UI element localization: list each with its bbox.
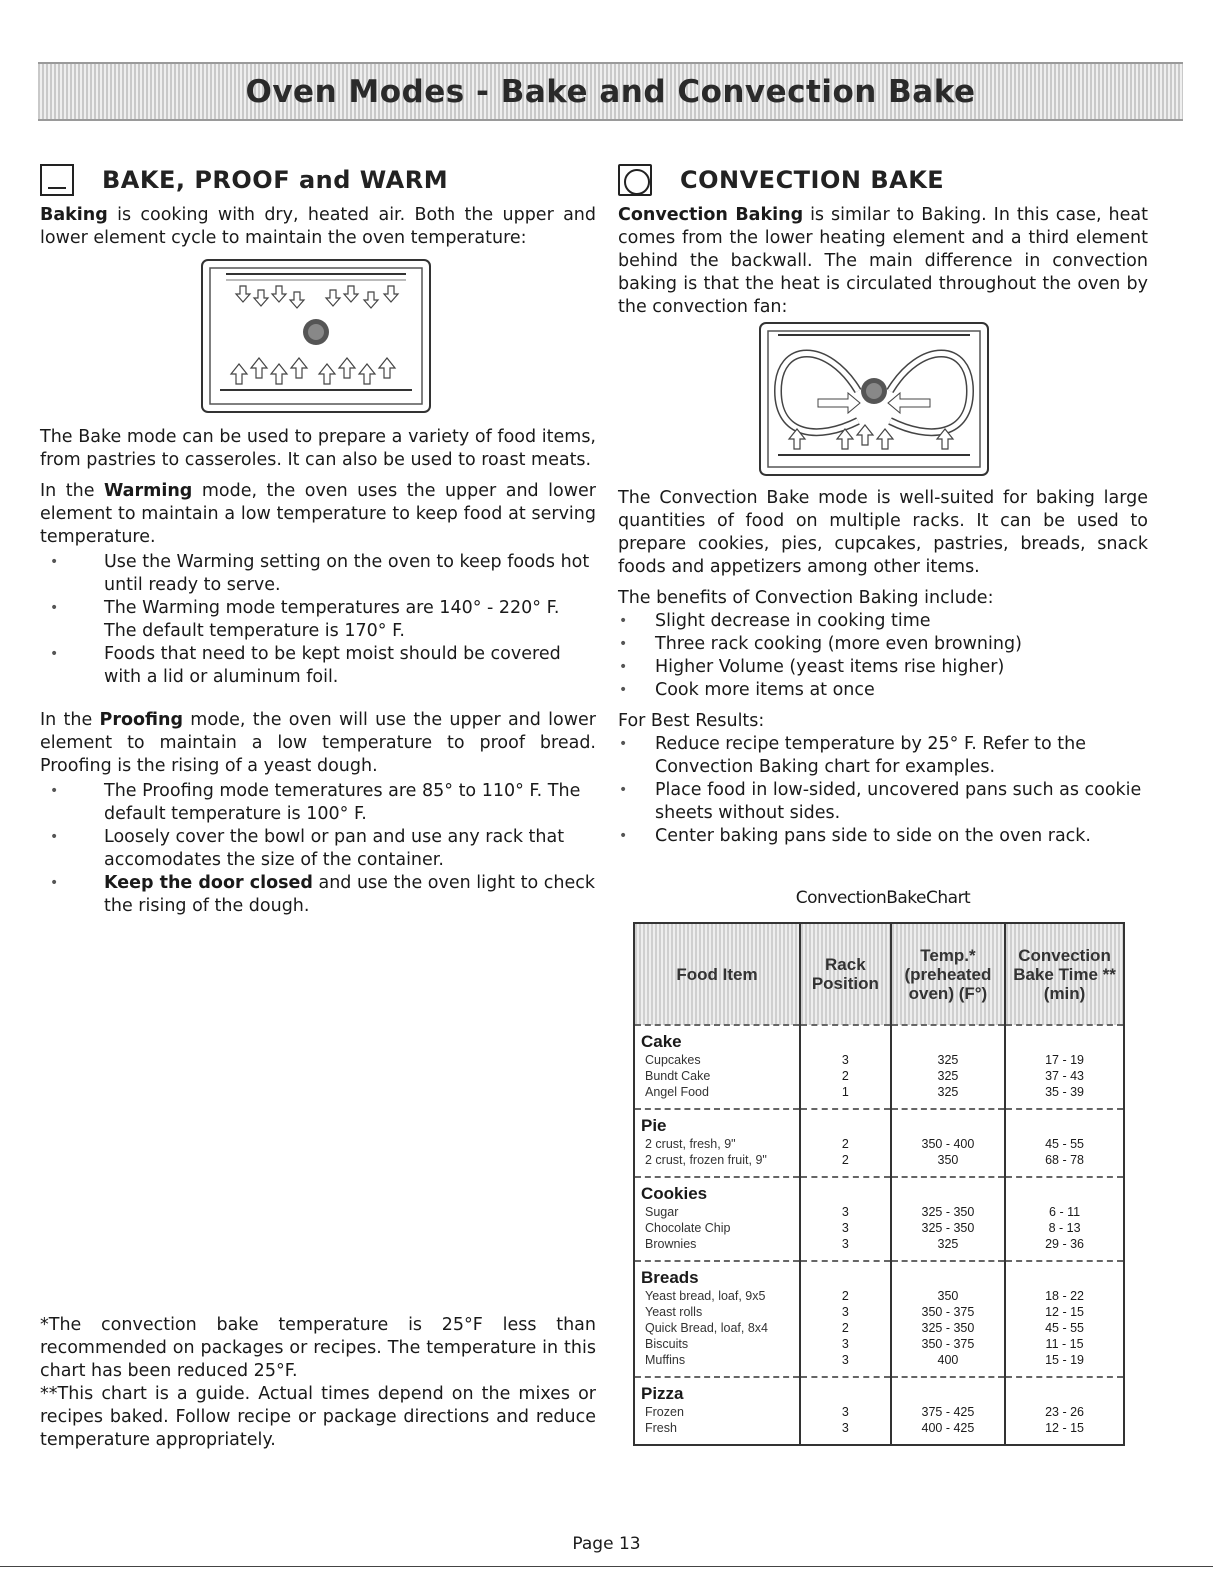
bake-section-title: BAKE, PROOF and WARM [102,166,449,194]
temperature-value: 325 [937,1053,959,1067]
temperature-value: 325 [937,1237,959,1251]
bake-oven-diagram [200,258,432,414]
rack-position: 3 [841,1353,849,1367]
food-item: Frozen [645,1405,684,1419]
rack-position: 3 [841,1221,849,1235]
convection-fan-icon [618,164,652,196]
bake-time-value: 12 - 15 [1045,1421,1085,1435]
list-item: • Place food in low-sided, uncovered pans such as cookie sheets without sides. [618,779,1148,825]
rack-position: 3 [841,1405,849,1419]
food-item: Sugar [645,1205,679,1219]
convection-intro: Convection Baking is similar to Baking. In this case, heat comes from the lower heating element and a third element behind the backwall. The main difference in convection baking is that the heat is circulated throughout the oven by the convection fan: [618,205,1148,317]
food-item: Chocolate Chip [645,1221,731,1235]
temperature-value: 325 [937,1069,959,1083]
table-cell [891,1377,1005,1445]
column-header: Food Item [634,923,800,1025]
temperature-value: 350 - 375 [921,1337,975,1351]
rack-position: 3 [841,1337,849,1351]
list-item: • Loosely cover the bowl or pan and use any rack that accomodates the size of the container. [40,826,596,872]
food-item: Brownies [645,1237,697,1251]
list-item: • Reduce recipe temperature by 25° F. Refer to the Convection Baking chart for examples. [618,733,1148,779]
list-item: • Foods that need to be kept moist should be covered with a lid or aluminum foil. [40,643,596,689]
temperature-value: 400 [937,1353,959,1367]
table-cell [634,1261,800,1377]
rack-position: 3 [841,1421,849,1435]
benefits-list [618,610,1148,702]
bake-time-value: 8 - 13 [1048,1221,1081,1235]
proofing-bullets [40,780,596,918]
temperature-value: 350 [937,1289,959,1303]
table-cell [891,1109,1005,1177]
rack-position: 2 [841,1321,849,1335]
column-header: Rack Position [800,923,891,1025]
food-item: 2 crust, fresh, 9" [645,1137,736,1151]
convection-section-title: CONVECTION BAKE [680,166,945,194]
bake-time-value: 23 - 26 [1045,1405,1085,1419]
column-header: Convection Bake Time ** (min) [1005,923,1124,1025]
food-item: 2 crust, frozen fruit, 9" [645,1153,767,1167]
footnote-temperature: *The convection bake temperature is 25°F less than recommended on packages or recipes. The temperature in this chart has been reduced 25°F. [40,1315,596,1381]
rack-position: 3 [841,1205,849,1219]
bottom-rule [0,1566,1213,1567]
table-row [634,1377,1124,1445]
list-item: • The Warming mode temperatures are 140° - 220° F. The default temperature is 170° F. [40,597,596,643]
table-row [634,1025,1124,1109]
bake-time-value: 35 - 39 [1045,1085,1085,1099]
food-item: Yeast bread, loaf, 9x5 [645,1289,766,1303]
food-group-name: Breads [641,1268,699,1287]
temperature-value: 350 - 375 [921,1305,975,1319]
bake-time-value: 45 - 55 [1045,1321,1085,1335]
table-cell [634,1025,800,1109]
list-item: • Three rack cooking (more even browning) [618,633,1148,656]
food-group-name: Pizza [641,1384,684,1403]
rack-position: 2 [841,1069,849,1083]
bake-time-value: 12 - 15 [1045,1305,1085,1319]
convection-section-header [618,160,1148,200]
left-column [40,160,596,926]
food-item: Bundt Cake [645,1069,711,1083]
table-cell [1005,1377,1124,1445]
baking-intro: Baking is cooking with dry, heated air. Both the upper and lower element cycle to maintain the oven temperature: [40,205,596,248]
table-cell [891,1177,1005,1261]
chart-title: ConvectionBakeChart [795,888,971,908]
temperature-value: 400 - 425 [921,1421,975,1435]
list-item: • The Proofing mode temeratures are 85° to 110° F. The default temperature is 100° F. [40,780,596,826]
food-item: Fresh [645,1421,677,1435]
table-cell [800,1177,891,1261]
bake-time-value: 68 - 78 [1045,1153,1085,1167]
convection-bake-chart [633,922,1125,1446]
table-cell [891,1025,1005,1109]
food-item: Biscuits [645,1337,689,1351]
food-item: Muffins [645,1353,686,1367]
chart-footnotes [40,1314,596,1460]
proofing-paragraph: In the Proofing mode, the oven will use the upper and lower element to maintain a low temperature to proof bread. Proofing is the rising of a yeast dough. [40,710,596,776]
bake-time-value: 11 - 15 [1045,1337,1084,1351]
rack-position: 2 [841,1289,849,1303]
footnote-guide: **This chart is a guide. Actual times depend on the mixes or recipes baked. Follow recipe or package directions and reduce temperature appropriately. [40,1384,596,1450]
rack-position: 3 [841,1305,849,1319]
table-header-row [634,923,1124,1025]
table-cell [800,1377,891,1445]
temperature-value: 325 - 350 [921,1205,975,1219]
table-cell [891,1261,1005,1377]
list-item: • Slight decrease in cooking time [618,610,1148,633]
chart-body [634,1025,1124,1445]
bake-time-value: 18 - 22 [1045,1289,1085,1303]
rack-position: 3 [841,1237,849,1251]
right-column [618,160,1148,1446]
page-banner [38,62,1183,121]
table-cell [1005,1109,1124,1177]
best-results-intro: For Best Results: [618,711,765,731]
food-item: Yeast rolls [645,1305,703,1319]
food-group-name: Pie [641,1116,667,1135]
food-group-name: Cake [641,1032,682,1051]
table-cell [800,1109,891,1177]
table-row [634,1109,1124,1177]
list-item: • Use the Warming setting on the oven to keep foods hot until ready to serve. [40,551,596,597]
table-cell [1005,1177,1124,1261]
table-cell [800,1261,891,1377]
banner-title: Oven Modes - Bake and Convection Bake [245,73,976,110]
rack-position: 3 [841,1053,849,1067]
food-item: Quick Bread, loaf, 8x4 [645,1321,768,1335]
rack-position: 2 [841,1137,849,1151]
bake-mode-paragraph: The Bake mode can be used to prepare a variety of food items, from pastries to casseroles. It can also be used to roast meats. [40,427,596,470]
bake-time-value: 15 - 19 [1045,1353,1085,1367]
temperature-value: 350 - 400 [921,1137,975,1151]
rack-position: 2 [841,1153,849,1167]
table-row [634,1261,1124,1377]
list-item: • Keep the door closed and use the oven light to check the rising of the dough. [40,872,596,918]
temperature-value: 350 [937,1153,959,1167]
bake-time-value: 17 - 19 [1045,1053,1085,1067]
bake-time-value: 6 - 11 [1049,1205,1081,1219]
list-item: • Higher Volume (yeast items rise higher) [618,656,1148,679]
table-cell [800,1025,891,1109]
temperature-value: 325 - 350 [921,1321,975,1335]
food-group-name: Cookies [641,1184,708,1203]
list-item: • Cook more items at once [618,679,1148,702]
temperature-value: 375 - 425 [921,1405,975,1419]
benefits-intro: The benefits of Convection Baking include: [618,588,994,608]
food-item: Cupcakes [645,1053,701,1067]
table-cell [634,1109,800,1177]
temperature-value: 325 - 350 [921,1221,975,1235]
warming-bullets [40,551,596,689]
convection-oven-diagram [758,321,990,477]
page-number: Page 13 [572,1534,641,1554]
table-cell [1005,1025,1124,1109]
warming-paragraph: In the Warming mode, the oven uses the upper and lower element to maintain a low temperature to keep food at serving temperature. [40,481,596,547]
table-cell [1005,1261,1124,1377]
table-cell [634,1377,800,1445]
bake-mode-icon [40,164,74,196]
temperature-value: 325 [937,1085,959,1099]
food-item: Angel Food [645,1085,709,1099]
best-results-list [618,733,1148,848]
bake-time-value: 37 - 43 [1045,1069,1085,1083]
table-cell [634,1177,800,1261]
table-row [634,1177,1124,1261]
column-header: Temp.* (preheated oven) (F°) [891,923,1005,1025]
list-item: • Center baking pans side to side on the oven rack. [618,825,1148,848]
rack-position: 1 [841,1085,849,1099]
convection-suitability: The Convection Bake mode is well-suited for baking large quantities of food on multiple racks. It can be used to prepare cookies, pies, cupcakes, pastries, breads, snack foods and appetizers among other items. [618,488,1148,577]
bake-time-value: 29 - 36 [1045,1237,1085,1251]
bake-section-header [40,160,596,200]
bake-time-value: 45 - 55 [1045,1137,1085,1151]
